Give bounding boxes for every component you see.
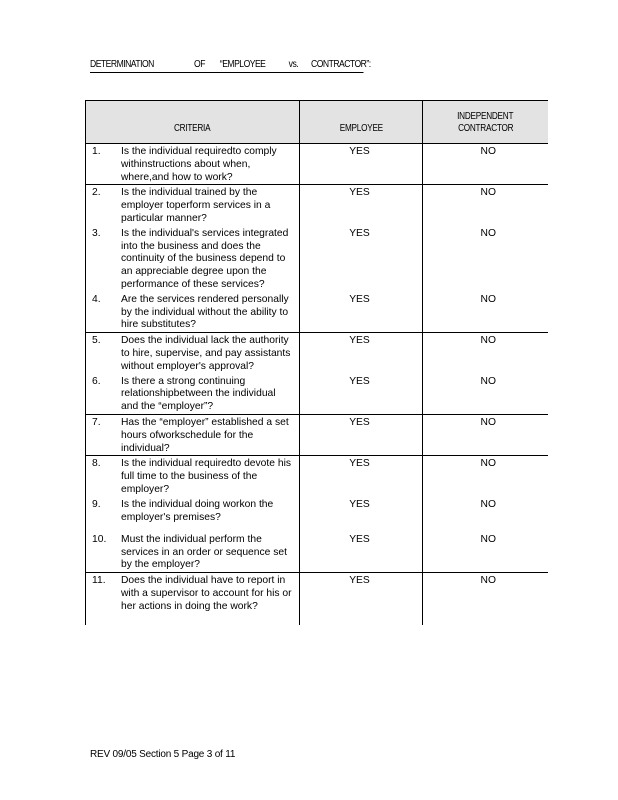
- employee-answer: YES: [349, 575, 370, 587]
- row-number: 7.: [92, 416, 101, 428]
- employee-answer: YES: [349, 375, 370, 387]
- table-row: [86, 497, 548, 532]
- employee-answer: YES: [349, 293, 370, 305]
- contractor-answer: NO: [480, 533, 496, 545]
- employee-answer: YES: [349, 416, 370, 428]
- contractor-answer: NO: [480, 293, 496, 305]
- employee-answer: YES: [349, 458, 370, 470]
- table-row: [86, 333, 548, 374]
- row-number: 9.: [92, 498, 101, 510]
- row-number: 3.: [92, 227, 101, 239]
- table-row: [86, 374, 548, 415]
- employee-header: EMPLOYEE: [300, 101, 423, 144]
- contractor-answer: NO: [480, 498, 496, 510]
- row-number: 6.: [92, 375, 101, 387]
- table-row: [86, 292, 548, 333]
- employee-answer: YES: [349, 498, 370, 510]
- contractor-answer: NO: [480, 416, 496, 428]
- criterion-text: Are the services rendered personally by the individual without the ability to hire substitutes?: [121, 293, 289, 331]
- employee-answer: YES: [349, 227, 370, 239]
- criterion-text: Is the individual trained by the employer toperform services in a particular manner?: [121, 187, 271, 224]
- table-row: [86, 226, 548, 292]
- row-number: 1.: [92, 146, 101, 157]
- contractor-answer: NO: [480, 375, 496, 387]
- title-part: OF: [194, 59, 205, 70]
- title-part: “EMPLOYEE: [219, 59, 266, 70]
- table-row: [86, 185, 548, 226]
- criteria-header: CRITERIA: [86, 101, 300, 144]
- row-number: 8.: [92, 458, 101, 470]
- document-title: [90, 59, 371, 73]
- table-row: [86, 456, 548, 497]
- contractor-answer: NO: [480, 575, 496, 587]
- row-number: 11.: [92, 575, 106, 587]
- employee-answer: YES: [349, 187, 370, 199]
- title-part: CONTRACTOR”:: [311, 59, 371, 70]
- criterion-text: Is the individual doing workon the employer's premises?: [121, 498, 274, 523]
- title-part: DETERMINATION: [90, 59, 154, 70]
- employee-answer: YES: [349, 335, 370, 347]
- criterion-text: Is the individual requiredto comply withinstructions about when, where,and how to work?: [121, 146, 277, 183]
- table-row: [86, 532, 548, 573]
- table-row: [86, 414, 548, 455]
- table-header-row: [86, 101, 548, 144]
- employee-answer: YES: [349, 146, 370, 157]
- row-number: 4.: [92, 293, 101, 305]
- row-number: 2.: [92, 187, 101, 199]
- table-row: [86, 144, 548, 185]
- contractor-answer: NO: [480, 458, 496, 470]
- criterion-text: Is the individual's services integrated into the business and does the continuity of the business depend to an appreciable degree upon the performance of these services?: [121, 227, 289, 290]
- title-part: vs.: [288, 59, 299, 70]
- contractor-answer: NO: [480, 146, 496, 157]
- contractor-header: INDEPENDENT CONTRACTOR: [423, 101, 548, 144]
- criterion-text: Does the individual lack the authority to hire, supervise, and pay assistants without employer's approval?: [121, 335, 291, 372]
- criteria-table: [85, 100, 548, 625]
- contractor-answer: NO: [480, 187, 496, 199]
- row-number: 10.: [92, 533, 107, 545]
- page-footer: REV 09/05 Section 5 Page 3 of 11: [90, 749, 236, 760]
- criterion-text: Is the individual requiredto devote his full time to the business of the employer?: [121, 458, 292, 495]
- criterion-text: Does the individual have to report in with a supervisor to account for his or her actions in doing the work?: [121, 575, 292, 612]
- contractor-answer: NO: [480, 335, 496, 347]
- criterion-text: Must the individual perform the services in an order or sequence set by the employer?: [121, 533, 287, 571]
- criterion-text: Has the “employer” established a set hours ofworkschedule for the individual?: [121, 416, 289, 454]
- criterion-text: Is there a strong continuing relationshipbetween the individual and the “employer”?: [121, 375, 276, 413]
- table-row: [86, 573, 548, 626]
- row-number: 5.: [92, 335, 101, 347]
- contractor-answer: NO: [480, 227, 496, 239]
- employee-answer: YES: [349, 533, 370, 545]
